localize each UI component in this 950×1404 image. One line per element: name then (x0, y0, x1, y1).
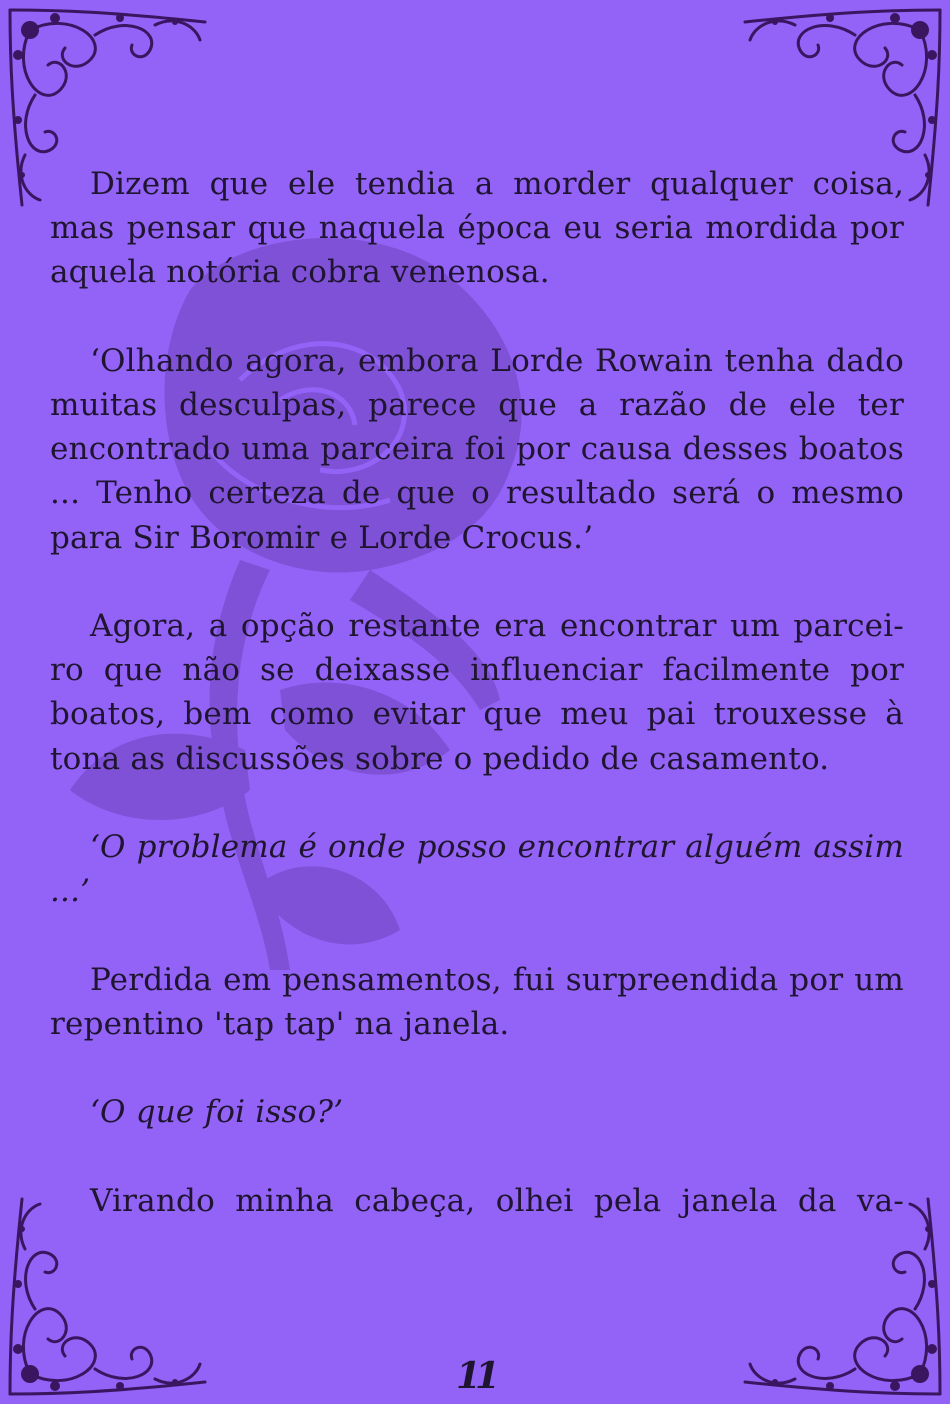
page-number: 11 (455, 1355, 495, 1397)
paragraph: Agora, a opção restante era encontrar um parcei- ro que não se deixasse influenciar facilmente por boatos, bem como evitar que meu pai trouxesse à tona as discussões sobre o pedido de casamento. (50, 608, 904, 777)
thought-paragraph: ‘O que foi isso?’ (90, 1094, 344, 1131)
paragraph: Virando minha cabeça, olhei pela janela da va- (90, 1182, 904, 1219)
paragraph: Perdida em pensamentos, fui surpreendida por um repentino 'tap tap' na janela. (50, 961, 904, 1042)
paragraph: Dizem que ele tendia a morder qualquer coisa, mas pensar que naquela época eu seria mordida por aquela notória cobra venenosa. (50, 166, 904, 291)
paragraph: ‘Olhando agora, embora Lorde Rowain tenha dado muitas desculpas, parece que a razão de ele ter encontrado uma parceira foi por causa desses boatos ... Tenho certeza de que o resultado será o mesmo para Sir Boromir e Lorde Crocus.’ (50, 342, 904, 556)
body-text (50, 162, 904, 1267)
thought-paragraph: ‘O problema é onde posso encontrar alguém assim ...’ (50, 829, 904, 910)
